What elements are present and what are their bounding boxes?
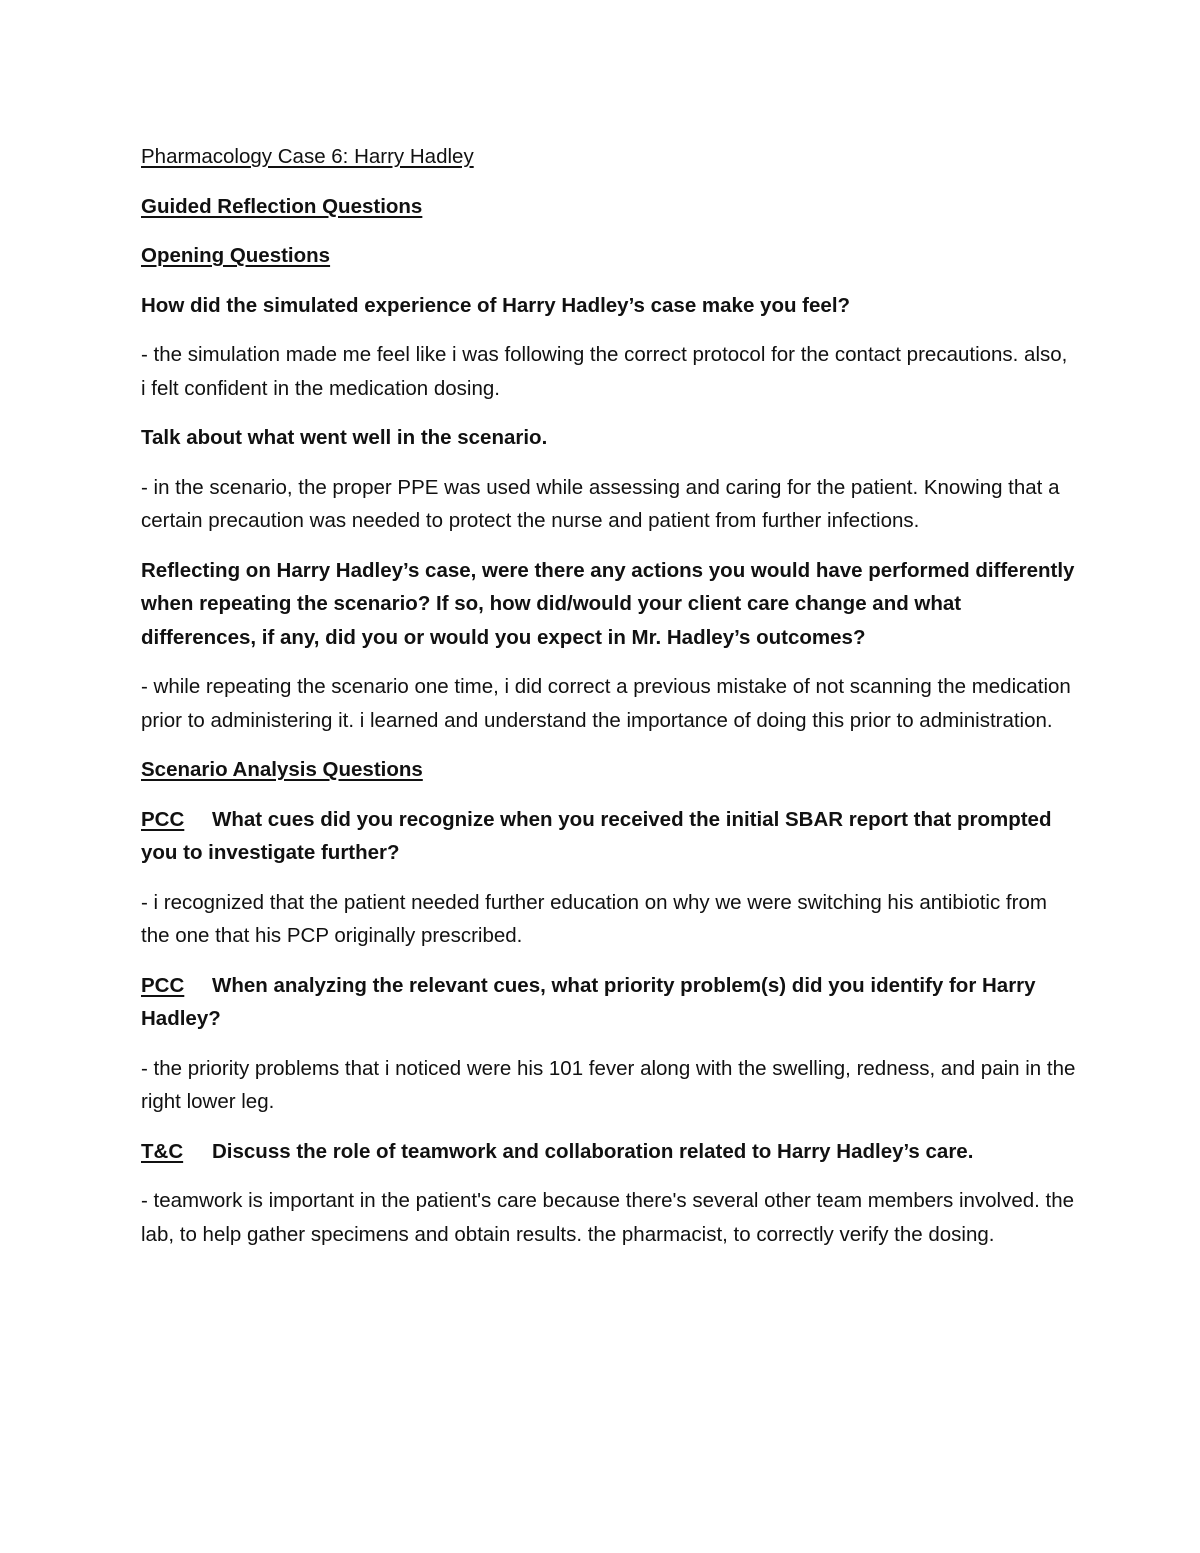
question-text: Discuss the role of teamwork and collaboration related to Harry Hadley’s care.: [212, 1139, 974, 1163]
question-text: When analyzing the relevant cues, what priority problem(s) did you identify for Harry Hadley?: [141, 973, 1036, 1030]
question-text: How did the simulated experience of Harry Hadley’s case make you feel?: [141, 293, 851, 317]
answer-text: - the simulation made me feel like i was following the correct protocol for the contact precautions. also, i felt confident in the medication dosing.: [141, 343, 1068, 400]
answer-text: - while repeating the scenario one time, i did correct a previous mistake of not scanning the medication prior to administering it. i learned and understand the importance of doing this prior to administration.: [141, 675, 1071, 732]
question-text: Talk about what went well in the scenario.: [141, 426, 548, 449]
answer-text: - i recognized that the patient needed further education on why we were switching his antibiotic from the one that his PCP originally prescribed.: [141, 890, 1047, 947]
competency-tag: PCC: [141, 973, 185, 997]
answer-text: - the priority problems that i noticed were his 101 fever along with the swelling, redness, and pain in the right lower leg.: [141, 1056, 1076, 1113]
question-text: Reflecting on Harry Hadley’s case, were there any actions you would have performed differently when repeating the scenario? If so, how did/would your client care change and what differences, if any, did you or would you expect in Mr. Hadley’s outcomes?: [141, 558, 1075, 649]
section-heading-scenario: Scenario Analysis Questions: [141, 758, 423, 781]
scenario-question: [141, 803, 1076, 870]
scenario-question: [141, 1135, 1076, 1169]
competency-tag: T&C: [141, 1139, 184, 1163]
document-page: [141, 140, 1076, 1267]
answer-text: - teamwork is important in the patient's care because there's several other team members involved. the lab, to help gather specimens and obtain results. the pharmacist, to correctly verify the dosing.: [141, 1189, 1075, 1246]
section-heading-opening: Opening Questions: [141, 244, 331, 267]
document-title: Pharmacology Case 6: Harry Hadley: [141, 145, 474, 168]
scenario-question: [141, 969, 1076, 1036]
competency-tag: PCC: [141, 807, 185, 831]
document-subtitle: Guided Reflection Questions: [141, 194, 423, 218]
answer-text: - in the scenario, the proper PPE was used while assessing and caring for the patient. Knowing that a certain precaution was needed to protect the nurse and patient from further infections.: [141, 475, 1060, 532]
question-text: What cues did you recognize when you received the initial SBAR report that prompted you to investigate further?: [141, 807, 1052, 864]
